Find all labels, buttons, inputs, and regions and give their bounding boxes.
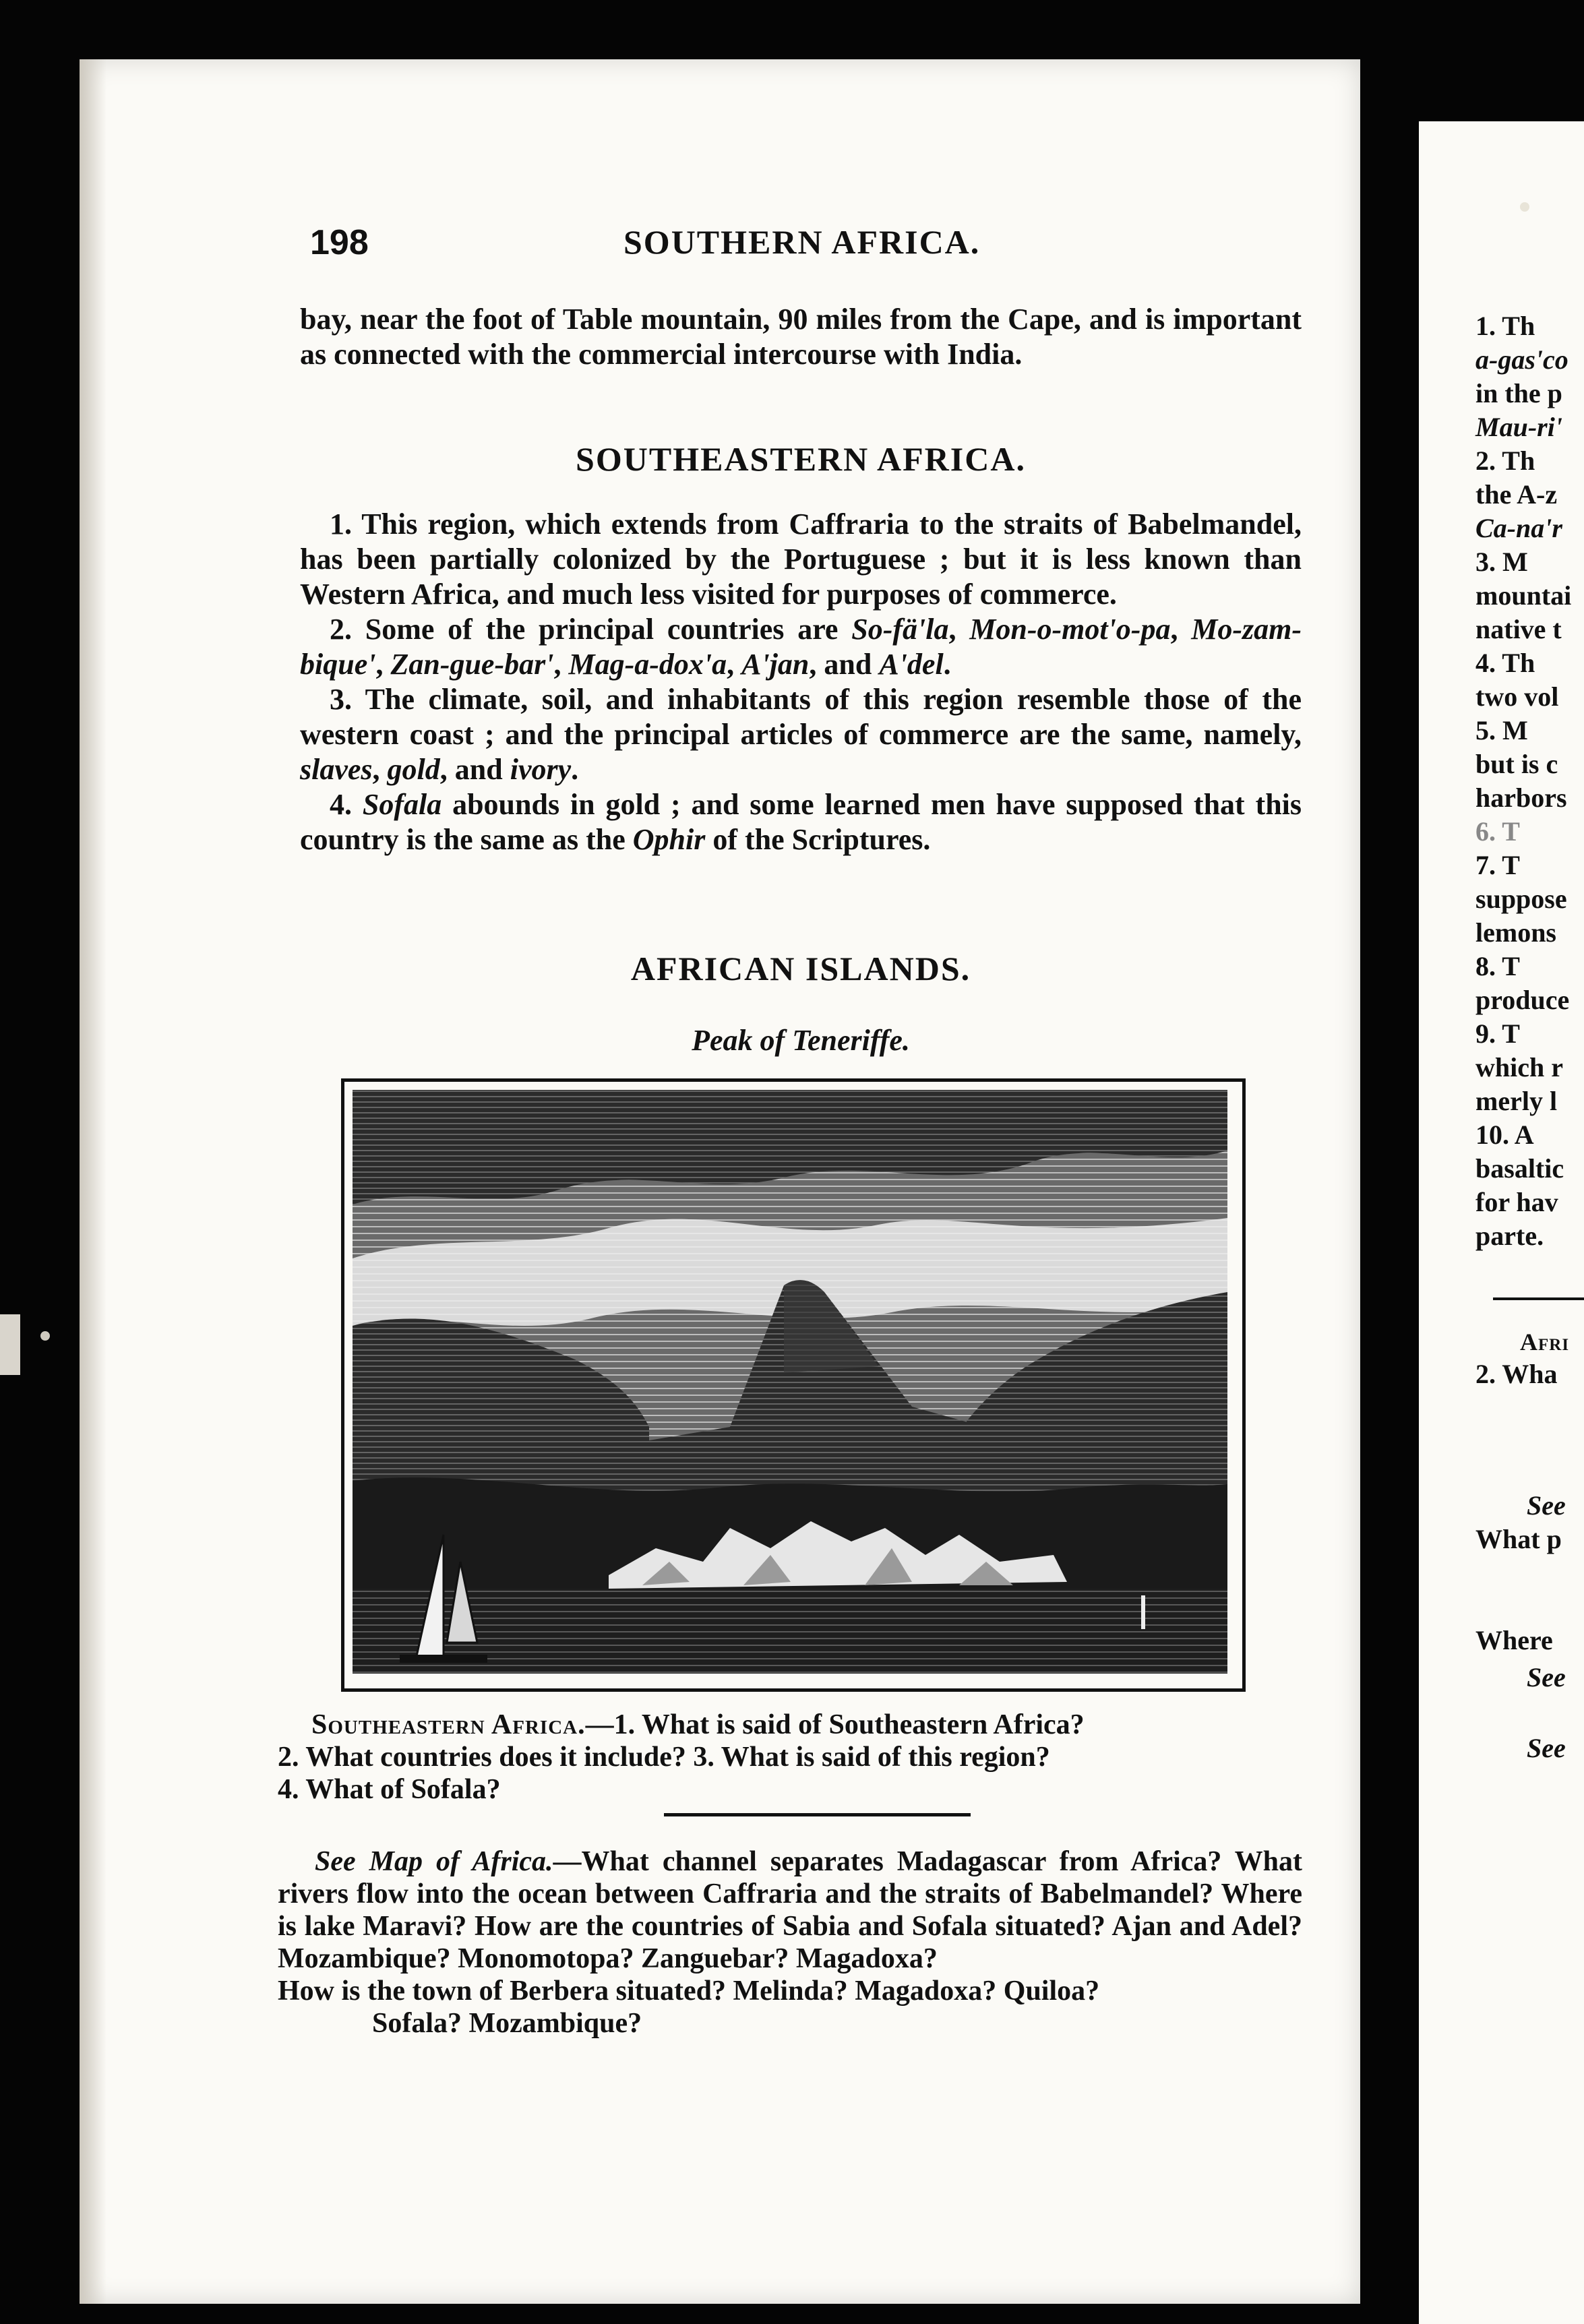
commodity-slaves: slaves — [300, 753, 373, 786]
facing-line: 2. Th — [1475, 446, 1535, 476]
intro-paragraph — [300, 302, 1302, 372]
facing-line: 9. T — [1475, 1018, 1520, 1049]
country-monomotopa: Mon-o-mot'o-pa — [969, 613, 1171, 646]
distant-ship — [1141, 1595, 1145, 1629]
question-1: —1. What is said of Southeastern Africa? — [585, 1709, 1085, 1740]
question-line-2: 2. What countries does it include? 3. What is said of this region? — [278, 1742, 1050, 1773]
facing-line: See — [1527, 1490, 1566, 1521]
facing-line: suppose — [1475, 884, 1567, 914]
facing-line: mountai — [1475, 580, 1572, 611]
facing-line: 8. T — [1475, 951, 1520, 981]
p2-and: and — [824, 648, 872, 681]
map-questions-label: See Map of Africa. — [315, 1846, 553, 1877]
facing-line: 3. M — [1475, 547, 1528, 577]
facing-rule — [1493, 1297, 1584, 1300]
facing-line: 2. Wha — [1475, 1359, 1558, 1389]
facing-line: 6. T — [1475, 816, 1520, 847]
review-questions — [278, 1709, 1302, 1806]
facing-line: a-gas'co — [1475, 344, 1568, 375]
paragraph-2: 2. Some of the principal countries are So-fä'la, Mon-o-mot'o-pa, Mo-zam-bique', Zan-gue-bar', Mag-a-dox'a, A'jan, and A'del. — [300, 613, 1302, 681]
facing-line: See — [1527, 1733, 1566, 1763]
commodity-gold: gold — [387, 753, 440, 786]
facing-line: two vol — [1475, 681, 1559, 712]
facing-line: 1. Th — [1475, 311, 1535, 341]
country-sofala: So-fä'la — [851, 613, 949, 646]
question-line-1 — [278, 1709, 1302, 1741]
map-questions-line-berbera: How is the town of Berbera situated? Melinda? Magadoxa? Quiloa? — [278, 1976, 1100, 2007]
question-line-3: 4. What of Sofala? — [278, 1774, 501, 1805]
map-questions-line-sofala: Sofala? Mozambique? — [372, 2008, 642, 2039]
facing-line: which r — [1475, 1052, 1563, 1082]
country-zanguebar: Zan-gue-bar' — [390, 648, 554, 681]
facing-line: the A-z — [1475, 479, 1558, 510]
map-questions-text: —What channel separates Madagascar from Africa? What rivers flow into the ocean between Caffraria and the straits of Babelmandel? Where is lake Maravi? How are the countries of Sabia and Sofala situated? Ajan and Adel? Mozambique? Monomotopa? Zanguebar? Magadoxa? — [278, 1846, 1302, 1974]
facing-line: Mau-ri' — [1475, 412, 1562, 442]
facing-line: parte. — [1475, 1221, 1544, 1251]
paragraph-3: 3. The climate, soil, and inhabitants of this region resemble those of the western coast ; and the principal articles of commerce are the same, namely, slaves, gold, and ivory. — [300, 683, 1302, 786]
facing-line: 5. M — [1475, 715, 1528, 745]
section-heading-islands: AFRICAN ISLANDS. — [630, 950, 971, 987]
p4-end: of the Scriptures. — [705, 823, 931, 856]
commodity-ivory: ivory — [510, 753, 572, 786]
country-adel: A'del — [879, 648, 944, 681]
questions-label: Southeastern Africa. — [311, 1709, 586, 1740]
facing-line: 4. Th — [1475, 648, 1535, 678]
peak-illustration — [353, 1090, 1227, 1674]
illustration-caption: Peak of Teneriffe. — [692, 1024, 910, 1057]
facing-line: in the p — [1475, 378, 1562, 408]
p4-ophir: Ophir — [632, 823, 706, 856]
southeastern-body — [300, 507, 1302, 857]
facing-line: merly l — [1475, 1086, 1558, 1116]
facing-line: 7. T — [1475, 850, 1520, 880]
paragraph-4 — [300, 787, 1302, 857]
facing-line: lemons — [1475, 917, 1556, 948]
facing-line: 10. A — [1475, 1120, 1534, 1150]
peak-engraving — [341, 1078, 1246, 1692]
sailboat-hull — [400, 1655, 487, 1663]
p4-sofala: Sofala — [362, 788, 442, 821]
country-ajan: A'jan — [741, 648, 810, 681]
facing-line: basaltic — [1475, 1153, 1564, 1184]
facing-line: Afri — [1520, 1328, 1570, 1355]
section-rule — [664, 1813, 971, 1816]
facing-line: See — [1527, 1662, 1566, 1692]
facing-line: harbors — [1475, 783, 1567, 813]
p4-middle: abounds in gold ; and some learned men have supposed that this country is the same as the — [300, 788, 1302, 856]
facing-page-fragment — [1419, 121, 1584, 2324]
section-heading-southeastern: SOUTHEASTERN AFRICA. — [576, 440, 1026, 478]
facing-line: What p — [1475, 1524, 1562, 1554]
facing-line: but is c — [1475, 749, 1558, 779]
p4-start: 4. — [330, 788, 363, 821]
map-questions-paragraph — [278, 1845, 1302, 1975]
facing-line: native t — [1475, 614, 1562, 644]
map-questions — [278, 1845, 1302, 2040]
facing-line: Ca-na'r — [1475, 513, 1562, 543]
country-mozambique: Mo-zam-bique' — [300, 613, 1302, 681]
edge-speck — [40, 1331, 50, 1341]
book-edge-mark — [0, 1314, 20, 1375]
facing-line: produce — [1475, 985, 1570, 1015]
p2-start: 2. Some of the principal countries are — [330, 613, 852, 646]
page-title: SOUTHERN AFRICA. — [623, 223, 981, 261]
running-head — [229, 222, 1348, 263]
page-number: 198 — [310, 223, 369, 262]
paragraph-1: 1. This region, which extends from Caffraria to the straits of Babelmandel, has been partially colonized by the Portuguese ; but it is less known than Western Africa, and much less visited for purposes of commerce. — [300, 508, 1302, 611]
page-speck — [1520, 202, 1529, 212]
facing-line: Where — [1475, 1625, 1553, 1655]
country-magadoxa: Mag-a-dox'a — [568, 648, 727, 681]
page-gutter-shadow — [80, 59, 106, 2304]
p3-start: 3. The climate, soil, and inhabitants of this region resemble those of the western coast ; and the principal articles of commerce are the same, namely, — [300, 683, 1302, 751]
facing-line: for hav — [1475, 1187, 1558, 1217]
intro-paragraph-text: bay, near the foot of Table mountain, 90 miles from the Cape, and is important as connected with the commercial intercourse with India. — [300, 303, 1302, 371]
